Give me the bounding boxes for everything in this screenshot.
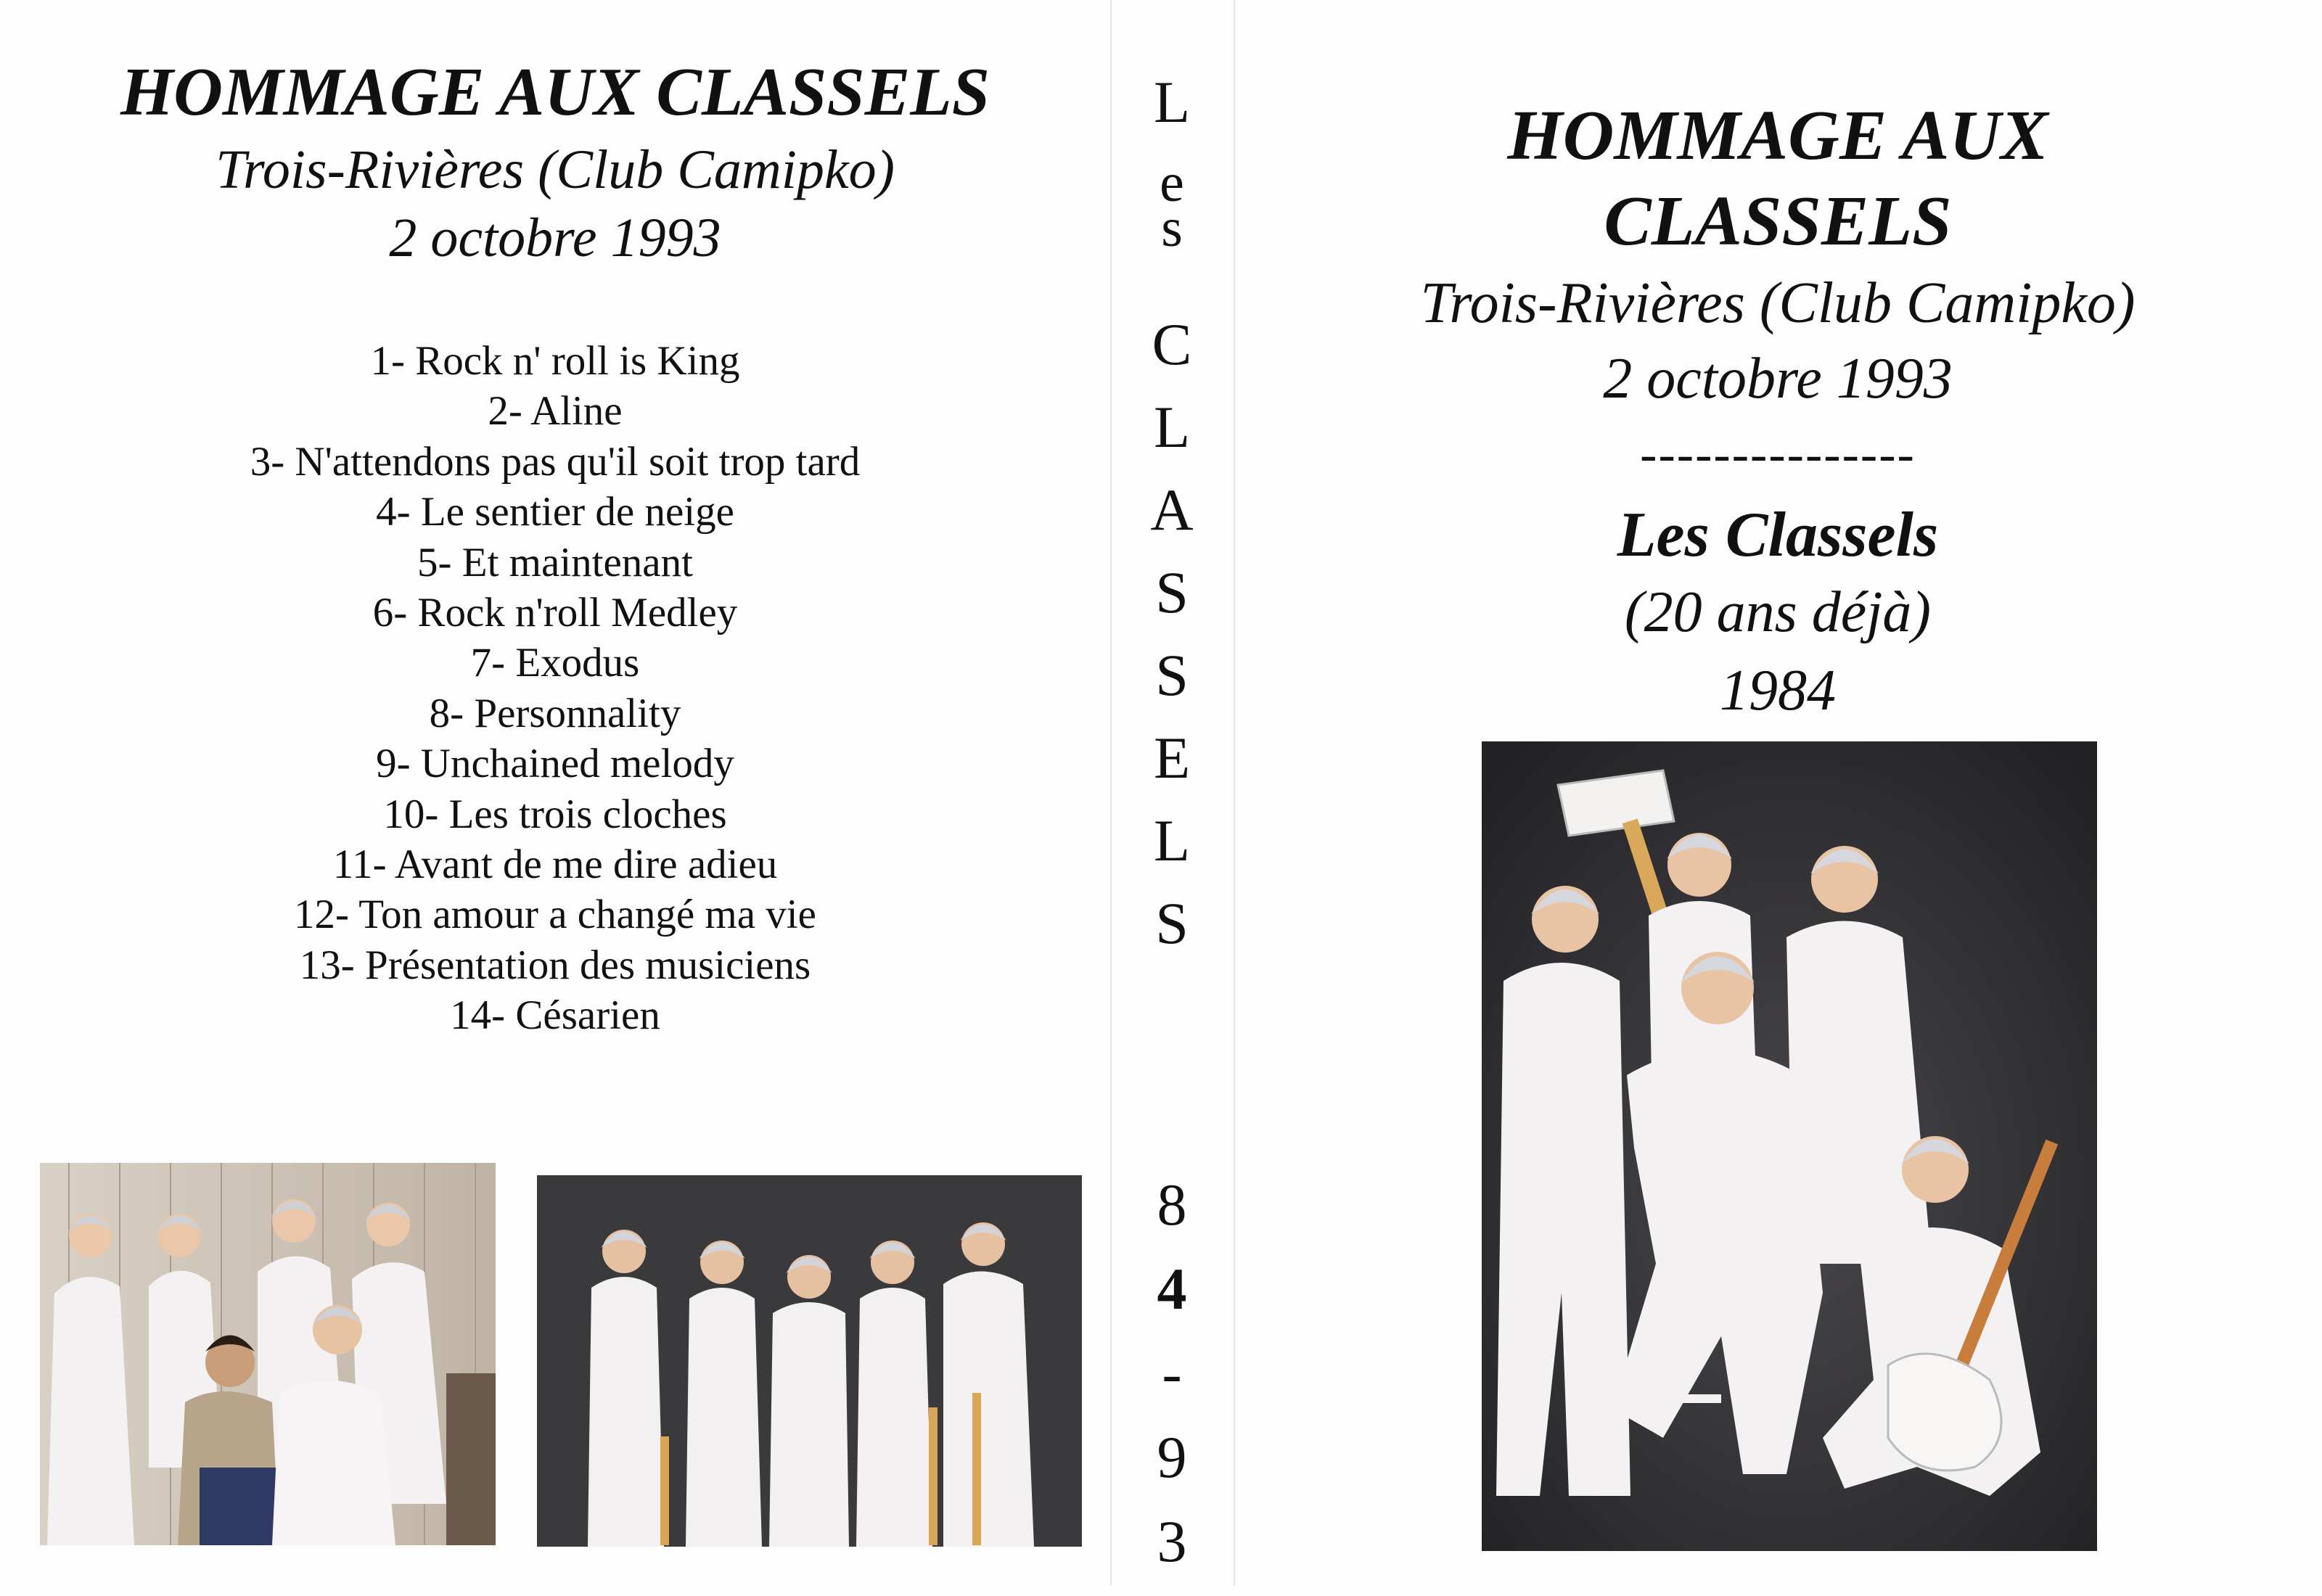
group-photo [537,1175,1082,1547]
spine-year-char: - [1162,1340,1182,1406]
track-item: 3- N'attendons pas qu'il soit trop tard [250,438,861,485]
track-list [0,336,1110,1041]
track-item: 12- Ton amour a changé ma vie [294,892,816,938]
spine-years [1110,1172,1234,1596]
spine-letter: S [1155,559,1189,625]
front-title-line2: CLASSELS [1604,182,1952,260]
front-title-line1: HOMMAGE AUX [1507,96,2048,175]
spine-year-char: 8 [1157,1172,1187,1238]
track-item: 5- Et maintenant [417,539,693,585]
track-item: 8- Personnality [429,690,681,736]
spine-letter: L [1153,69,1191,135]
track-item: 2- Aline [488,388,623,435]
spine-year-char: 9 [1157,1424,1187,1490]
front-band-name: Les Classels [1617,500,1939,570]
spine-letter: A [1150,477,1194,543]
back-venue: Trois-Rivières (Club Camipko) [216,139,895,200]
track-item: 7- Exodus [470,640,640,686]
backstage-photo [40,1163,496,1545]
track-item: 4- Le sentier de neige [376,489,734,535]
track-item: 11- Avant de me dire adieu [332,842,778,888]
front-date: 2 octobre 1993 [1603,347,1953,411]
back-title: HOMMAGE AUX CLASSELS [120,54,990,130]
front-divider: --------------- [1640,427,1916,482]
front-year: 1984 [1720,659,1836,723]
back-date: 2 octobre 1993 [389,207,721,268]
spine-year-char: 4 [1157,1256,1187,1322]
spine-band-name [1110,69,1234,976]
spine-letter: S [1155,890,1189,956]
track-item: 10- Les trois cloches [383,791,727,837]
spine-letter: C [1152,311,1192,377]
spine-letter: E [1153,725,1191,791]
spine-letter: e [1160,152,1184,213]
track-item: 13- Présentation des musiciens [299,942,811,988]
track-item: 6- Rock n'roll Medley [372,590,738,636]
spine [1110,0,1234,1586]
spine-letter: L [1153,807,1191,873]
track-item: 9- Unchained melody [376,741,734,787]
track-item: 1- Rock n' roll is King [370,338,740,384]
front-subtitle: (20 ans déjà) [1624,580,1932,644]
spine-letter: L [1153,394,1191,460]
spine-year-char: 3 [1157,1508,1187,1574]
front-venue: Trois-Rivières (Club Camipko) [1420,271,2136,335]
spine-letter: S [1155,642,1189,708]
spine-letter: s [1161,197,1183,258]
cover-photo [1482,741,2097,1551]
track-item: 14- Césarien [450,992,660,1039]
